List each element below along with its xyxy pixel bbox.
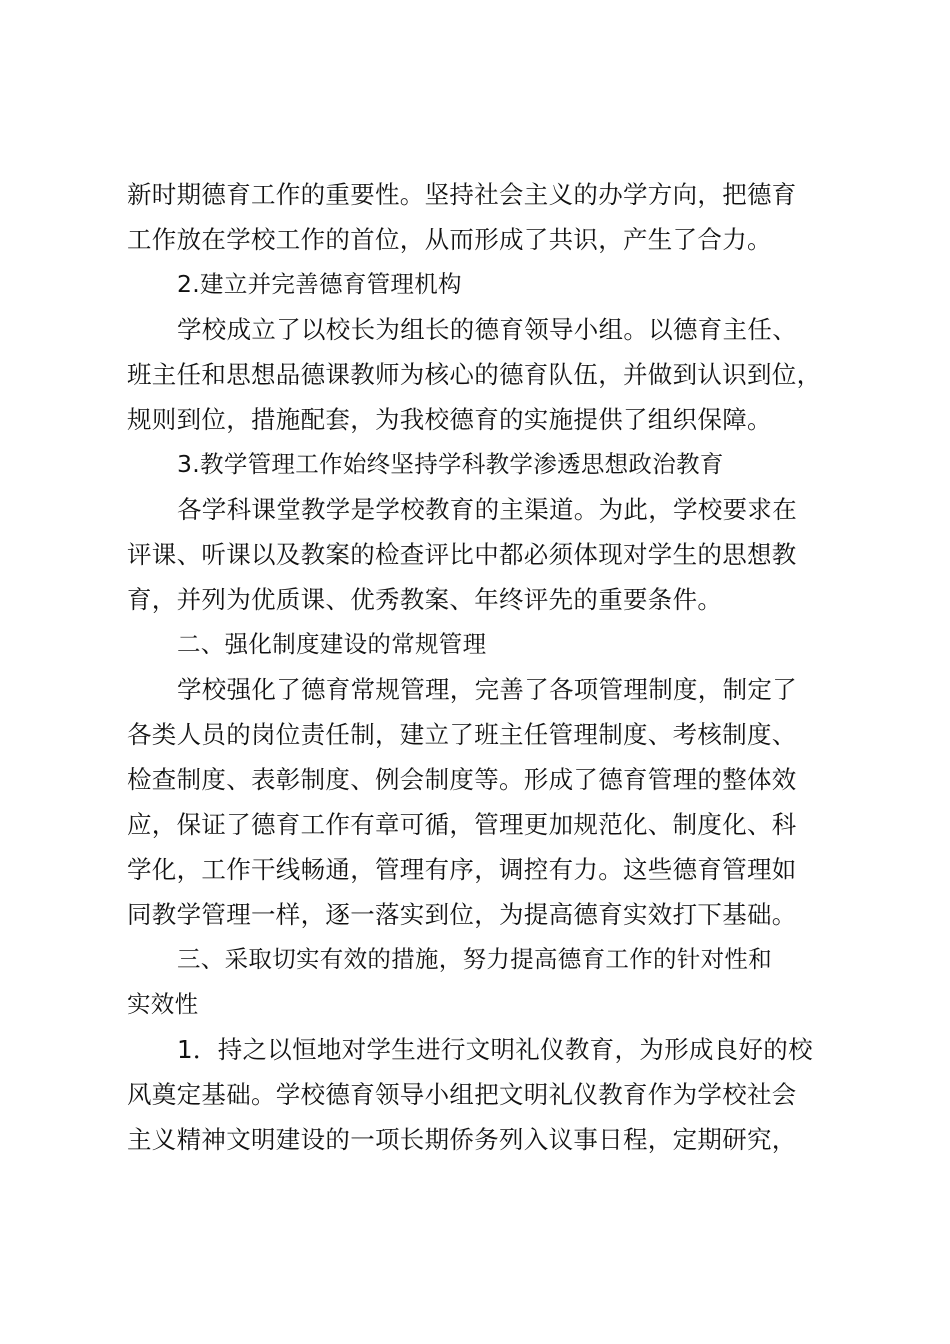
body-line: 同教学管理一样，逐一落实到位，为提高德育实效打下基础。 <box>127 900 797 929</box>
body-line: 评课、听课以及教案的检查评比中都必须体现对学生的思想教 <box>127 540 797 569</box>
paragraph-first-line: 1．持之以恒地对学生进行文明礼仪教育，为形成良好的校 <box>177 1035 813 1064</box>
body-line: 风奠定基础。学校德育领导小组把文明礼仪教育作为学校社会 <box>127 1080 797 1109</box>
section-heading: 三、采取切实有效的措施，努力提高德育工作的针对性和 <box>177 945 772 973</box>
body-line: 检查制度、表彰制度、例会制度等。形成了德育管理的整体效 <box>127 765 797 794</box>
section-heading: 2.建立并完善德育管理机构 <box>177 270 462 298</box>
body-line: 学化，工作干线畅通，管理有序，调控有力。这些德育管理如 <box>127 855 797 884</box>
section-heading: 二、强化制度建设的常规管理 <box>177 630 487 658</box>
body-line: 班主任和思想品德课教师为核心的德育队伍，并做到认识到位， <box>127 360 822 389</box>
body-line: 育，并列为优质课、优秀教案、年终评先的重要条件。 <box>127 585 723 614</box>
paragraph-first-line: 学校成立了以校长为组长的德育领导小组。以德育主任、 <box>177 315 797 344</box>
body-line: 新时期德育工作的重要性。坚持社会主义的办学方向，把德育 <box>127 180 797 209</box>
paragraph-first-line: 各学科课堂教学是学校教育的主渠道。为此，学校要求在 <box>177 495 797 524</box>
body-line: 各类人员的岗位责任制，建立了班主任管理制度、考核制度、 <box>127 720 797 749</box>
body-line: 规则到位，措施配套，为我校德育的实施提供了组织保障。 <box>127 405 772 434</box>
body-line: 应，保证了德育工作有章可循，管理更加规范化、制度化、科 <box>127 810 797 839</box>
paragraph-first-line: 学校强化了德育常规管理，完善了各项管理制度，制定了 <box>177 675 797 704</box>
body-line: 主义精神文明建设的一项长期侨务列入议事日程，定期研究， <box>127 1125 797 1154</box>
section-heading-continuation: 实效性 <box>127 990 199 1018</box>
section-heading: 3.教学管理工作始终坚持学科教学渗透思想政治教育 <box>177 450 724 478</box>
document-body <box>127 172 847 1162</box>
body-line: 工作放在学校工作的首位，从而形成了共识，产生了合力。 <box>127 225 772 254</box>
